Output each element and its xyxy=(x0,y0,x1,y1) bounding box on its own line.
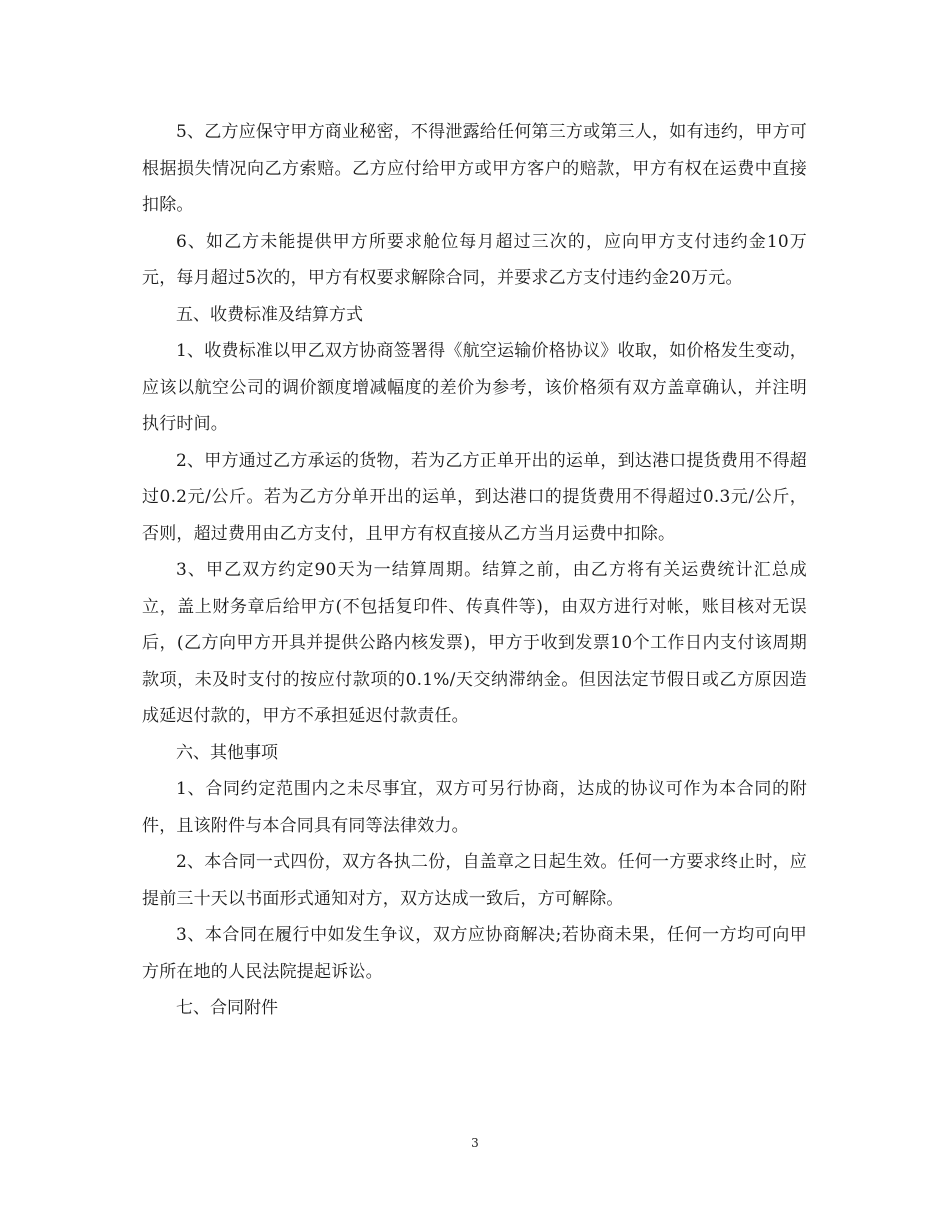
clause-pickup-fee: 2、甲方通过乙方承运的货物，若为乙方正单开出的运单，到达港口提货费用不得超过0.2元/公斤。若为乙方分单开出的运单，到达港口的提货费用不得超过0.3元/公斤，否则，超过费用由乙方支付，且甲方有权直接从乙方当月运费中扣除。 xyxy=(142,450,807,544)
section-heading-fees: 五、收费标准及结算方式 xyxy=(176,304,363,325)
document-body xyxy=(142,114,807,1027)
clause-fee-standard: 1、收费标准以甲乙双方协商签署得《航空运输价格协议》收取，如价格发生变动，应该以航空公司的调价额度增减幅度的差价为参考，该价格须有双方盖章确认，并注明执行时间。 xyxy=(142,341,807,434)
clause-5-confidentiality: 5、乙方应保守甲方商业秘密，不得泄露给任何第三方或第三人，如有违约，甲方可根据损失情况向乙方索赔。乙方应付给甲方或甲方客户的赔款，甲方有权在运费中直接扣除。 xyxy=(142,122,807,215)
page-number: 3 xyxy=(471,1136,479,1150)
clause-dispute-resolution: 3、本合同在履行中如发生争议，双方应协商解决;若协商未果，任何一方均可向甲方所在地的人民法院提起诉讼。 xyxy=(142,925,807,982)
clause-copies-termination: 2、本合同一式四份，双方各执二份，自盖章之日起生效。任何一方要求终止时，应提前三十天以书面形式通知对方，双方达成一致后，方可解除。 xyxy=(142,852,807,909)
section-heading-other: 六、其他事项 xyxy=(176,742,278,763)
clause-settlement-period: 3、甲乙双方约定90天为一结算周期。结算之前，由乙方将有关运费统计汇总成立，盖上财务章后给甲方(不包括复印件、传真件等)，由双方进行对帐，账目核对无误后，(乙方向甲方开具并提供公路内核发票)，甲方于收到发票10个工作日内支付该周期款项，未及时支付的按应付款项的0.1%/天交纳滞纳金。但因法定节假日或乙方原因造成延迟付款的，甲方不承担延迟付款责任。 xyxy=(142,560,807,726)
clause-unfinished-matters: 1、合同约定范围内之未尽事宜，双方可另行协商，达成的协议可作为本合同的附件，且该附件与本合同具有同等法律效力。 xyxy=(142,779,807,836)
section-heading-attachments: 七、合同附件 xyxy=(176,998,278,1018)
clause-6-penalty: 6、如乙方未能提供甲方所要求舱位每月超过三次的，应向甲方支付违约金10万元，每月超过5次的，甲方有权要求解除合同，并要求乙方支付违约金20万元。 xyxy=(142,231,807,288)
